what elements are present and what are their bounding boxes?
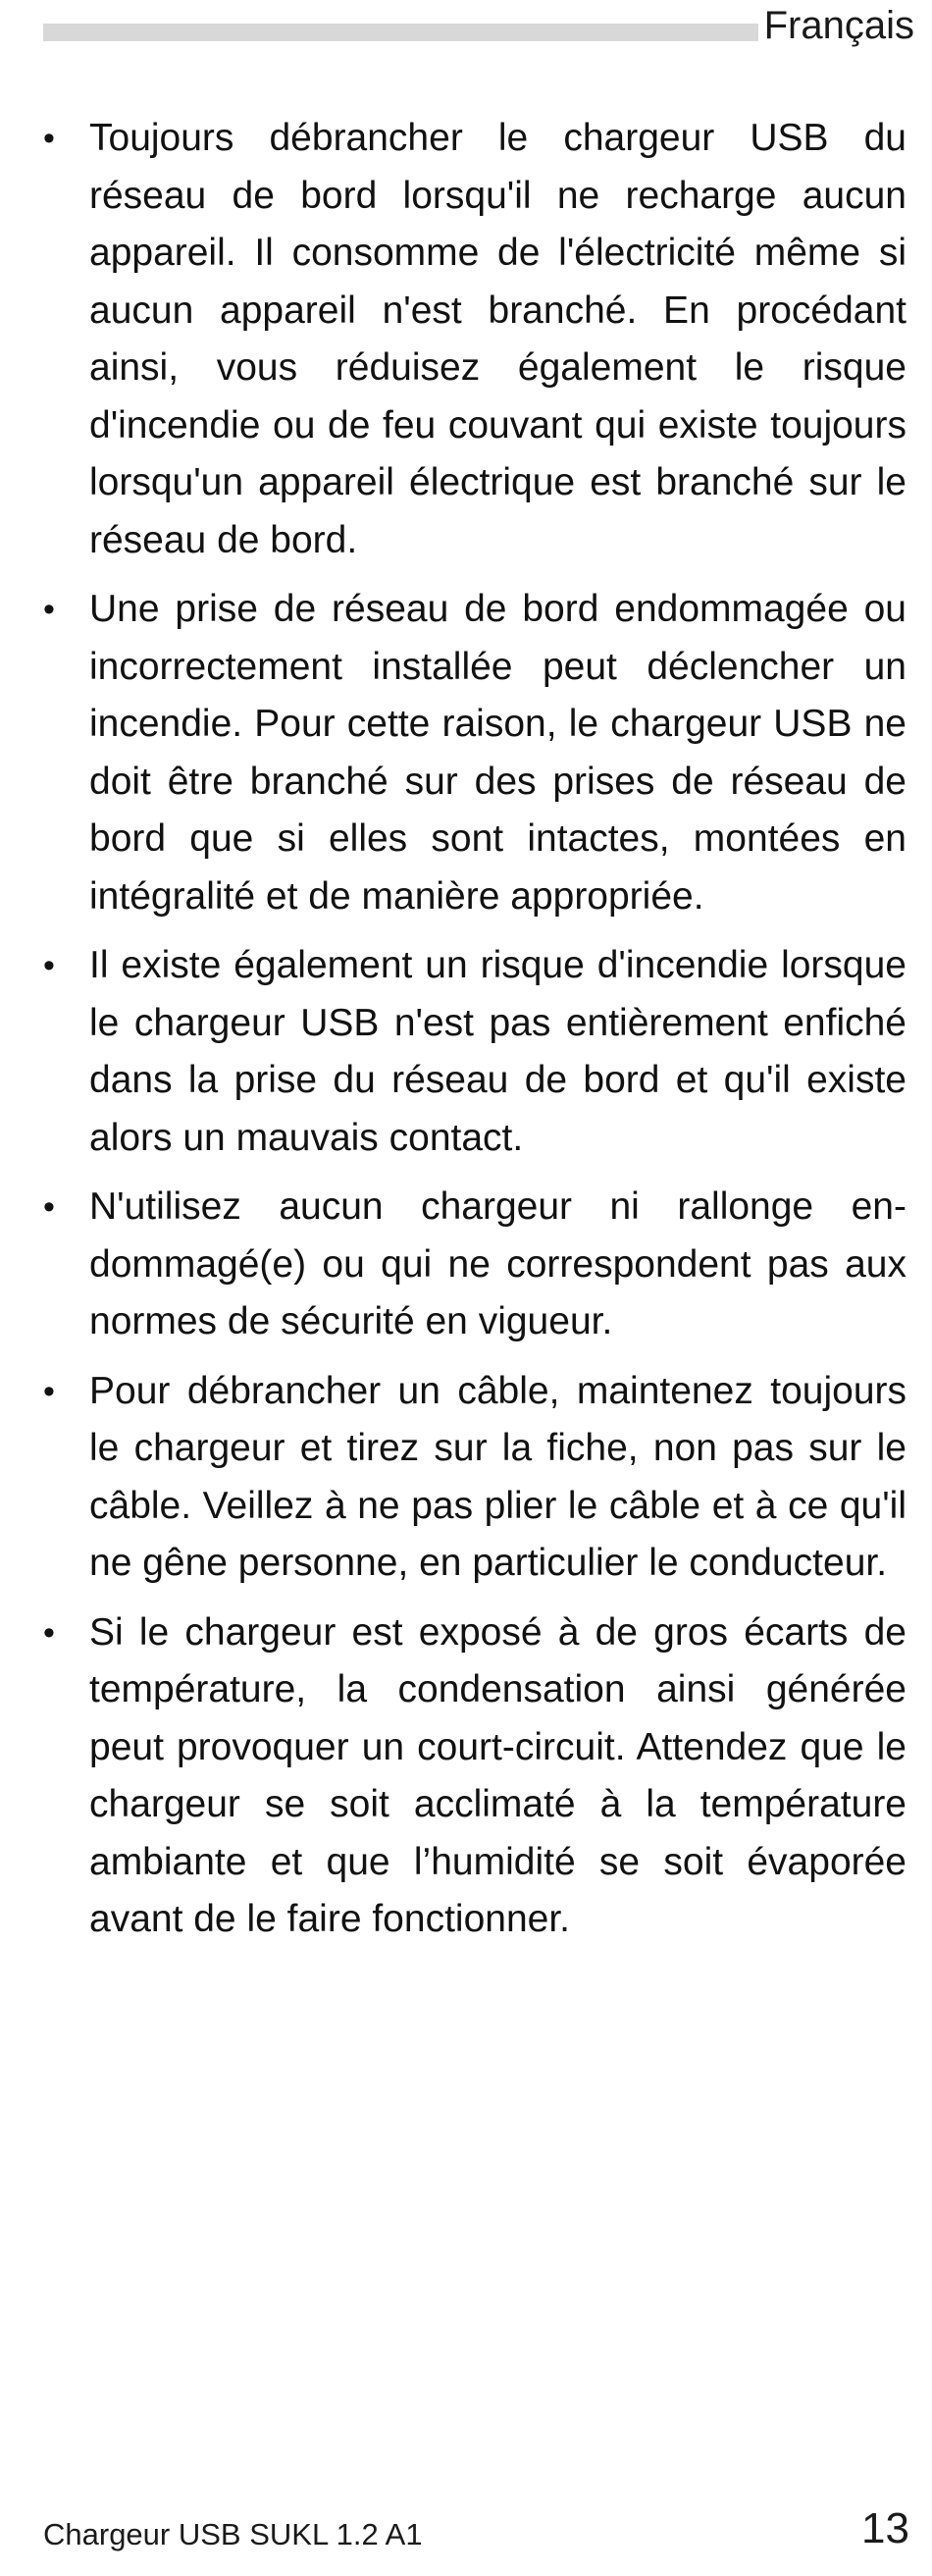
bullet-icon: •	[43, 591, 55, 628]
bullet-item	[43, 1604, 906, 1949]
bullet-text: Toujours débrancher le chargeur USB du réseau de bord lorsqu'il ne recharge aucun appareil. Il consomme de l'électricité même si aucun appareil n'est branché. En procédant ainsi, vous réduisez également le risque d'incendie ou de feu couvant qui existe toujours lorsqu'un appareil électrique est branché sur le réseau de bord.	[89, 117, 906, 561]
bullet-text: Il existe également un risque d'incendie lorsque le chargeur USB n'est pas entièrement enfiché dans la prise du réseau de bord et qu'il existe alors un mauvais contact.	[89, 944, 906, 1159]
bullet-icon: •	[43, 1188, 55, 1226]
bullet-text: N'utilisez aucun chargeur ni rallonge endommagé(e) ou qui ne correspondent pas aux normes de sécurité en vigueur.	[89, 1185, 906, 1342]
bullet-item	[43, 581, 906, 925]
bullet-item	[43, 1179, 906, 1351]
bullet-text: Si le chargeur est exposé à de gros écarts de température, la condensation ainsi générée peut provoquer un court-circuit. Attendez que le chargeur se soit acclimaté à la température ambiante et que l’humidité se soit évaporée avant de le faire fonctionner.	[89, 1610, 906, 1940]
footer-page-number: 13	[861, 2504, 909, 2552]
bullet-item	[43, 1363, 906, 1593]
bullet-text: Pour débrancher un câble, maintenez toujours le chargeur et tirez sur la fiche, non pas sur le câble. Veillez à ne pas plier le câble et à ce qu'il ne gêne personne, en particulier le conducteur.	[89, 1369, 906, 1584]
bullet-icon: •	[43, 120, 55, 157]
bullet-text: Une prise de réseau de bord endommagée ou incorrectement installée peut déclencher un incendie. Pour cette raison, le chargeur USB ne doit être branché sur des prises de réseau de bord que si elles sont intactes, montées en intégralité et de manière appropriée.	[89, 588, 906, 918]
bullet-item	[43, 110, 906, 569]
bullet-item	[43, 937, 906, 1167]
bullet-icon: •	[43, 1613, 55, 1652]
bullet-icon: •	[43, 947, 55, 984]
footer-product-name: Chargeur USB SUKL 1.2 A1	[43, 2517, 423, 2551]
safety-bullet-list	[43, 110, 906, 1961]
header-language: Français	[758, 0, 914, 51]
bullet-icon: •	[43, 1372, 55, 1410]
